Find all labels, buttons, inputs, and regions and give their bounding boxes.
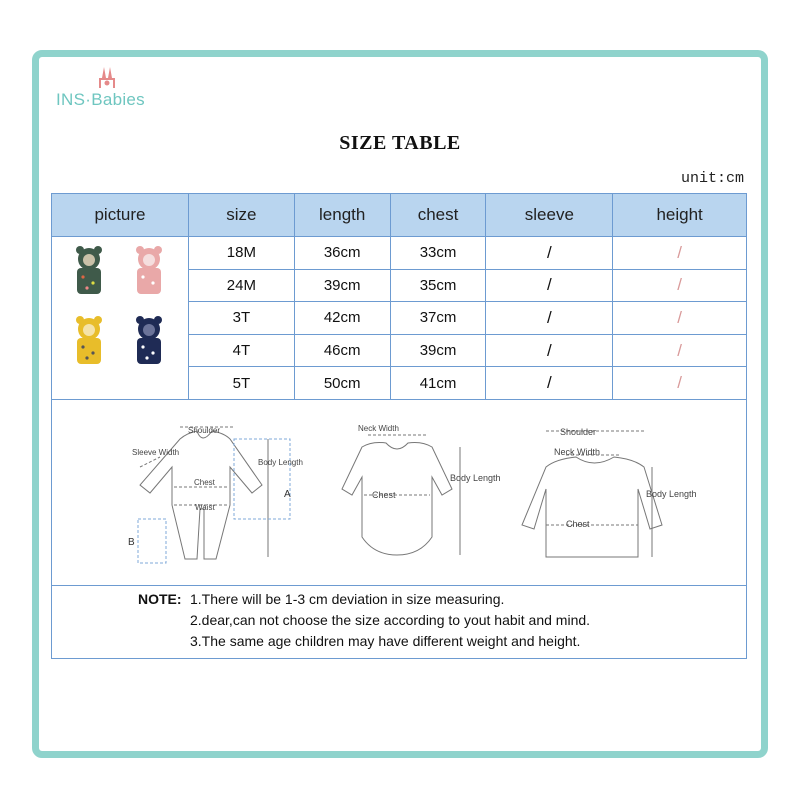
page-title: SIZE TABLE (339, 132, 461, 154)
column-header-sleeve: sleeve (486, 194, 613, 237)
size-table (51, 193, 747, 400)
cell-sleeve: / (486, 269, 613, 302)
romper-body-length-label: Body Length (258, 458, 303, 467)
cell-sleeve: / (486, 334, 613, 367)
cell-chest: 39cm (390, 334, 486, 367)
cell-chest: 41cm (390, 367, 486, 400)
sweater-neck-width-label: Neck Width (554, 447, 601, 457)
cell-chest: 35cm (390, 269, 486, 302)
brand-logo (56, 64, 166, 114)
bodysuit-body-length-label: Body Length (450, 473, 501, 483)
cell-height: / (613, 302, 747, 335)
cell-length: 42cm (294, 302, 390, 335)
cell-height: / (613, 237, 747, 270)
cell-sleeve: / (486, 302, 613, 335)
cell-chest: 33cm (390, 237, 486, 270)
column-header-height: height (613, 194, 747, 237)
note-label: NOTE: (138, 591, 182, 607)
column-header-chest: chest (390, 194, 486, 237)
romper-b-label: B (128, 537, 135, 548)
cell-height: / (613, 334, 747, 367)
bodysuit-chest-label: Chest (372, 490, 396, 500)
cell-chest: 37cm (390, 302, 486, 335)
column-header-picture: picture (52, 194, 189, 237)
vest-yellow-image (76, 316, 102, 364)
measurement-diagrams (51, 397, 747, 586)
product-pictures (52, 237, 189, 400)
rabbit-icon (96, 64, 118, 90)
table-header-row (52, 194, 747, 237)
note-line-2: 2.dear,can not choose the size according to yout habit and mind. (190, 612, 591, 628)
bodysuit-diagram (342, 435, 460, 555)
romper-a-label: A (284, 489, 291, 500)
cell-height: / (613, 269, 747, 302)
cell-size: 24M (188, 269, 294, 302)
vest-navy-image (136, 316, 162, 364)
cell-size: 4T (188, 334, 294, 367)
brand-name: INS·Babies (56, 90, 145, 109)
measurement-diagram-svg (52, 397, 746, 585)
column-header-length: length (294, 194, 390, 237)
column-header-size: size (188, 194, 294, 237)
sweater-body-length-label: Body Length (646, 489, 697, 499)
cell-sleeve: / (486, 367, 613, 400)
cell-size: 3T (188, 302, 294, 335)
vest-pink-image (136, 246, 162, 294)
cell-length: 36cm (294, 237, 390, 270)
romper-chest-label: Chest (194, 478, 215, 487)
cell-sleeve: / (486, 237, 613, 270)
cell-size: 5T (188, 367, 294, 400)
table-row (52, 237, 747, 270)
unit-label: unit:cm (680, 170, 744, 187)
cell-length: 39cm (294, 269, 390, 302)
sweater-shoulder-label: Shoulder (560, 427, 597, 437)
romper-sleeve-width-label: Sleeve Width (132, 448, 180, 457)
cell-length: 46cm (294, 334, 390, 367)
romper-shoulder-label: Shoulder (188, 426, 221, 435)
note-line-1: 1.There will be 1-3 cm deviation in size measuring. (190, 591, 505, 607)
cell-height: / (613, 367, 747, 400)
cell-size: 18M (188, 237, 294, 270)
vest-green-image (76, 246, 102, 294)
vest-pictures (53, 237, 187, 395)
romper-waist-label: Waist (195, 503, 215, 512)
sweater-chest-label: Chest (566, 519, 590, 529)
note-line-3: 3.The same age children may have different weight and height. (190, 633, 581, 649)
bodysuit-neck-width-label: Neck Width (358, 424, 399, 433)
cell-length: 50cm (294, 367, 390, 400)
